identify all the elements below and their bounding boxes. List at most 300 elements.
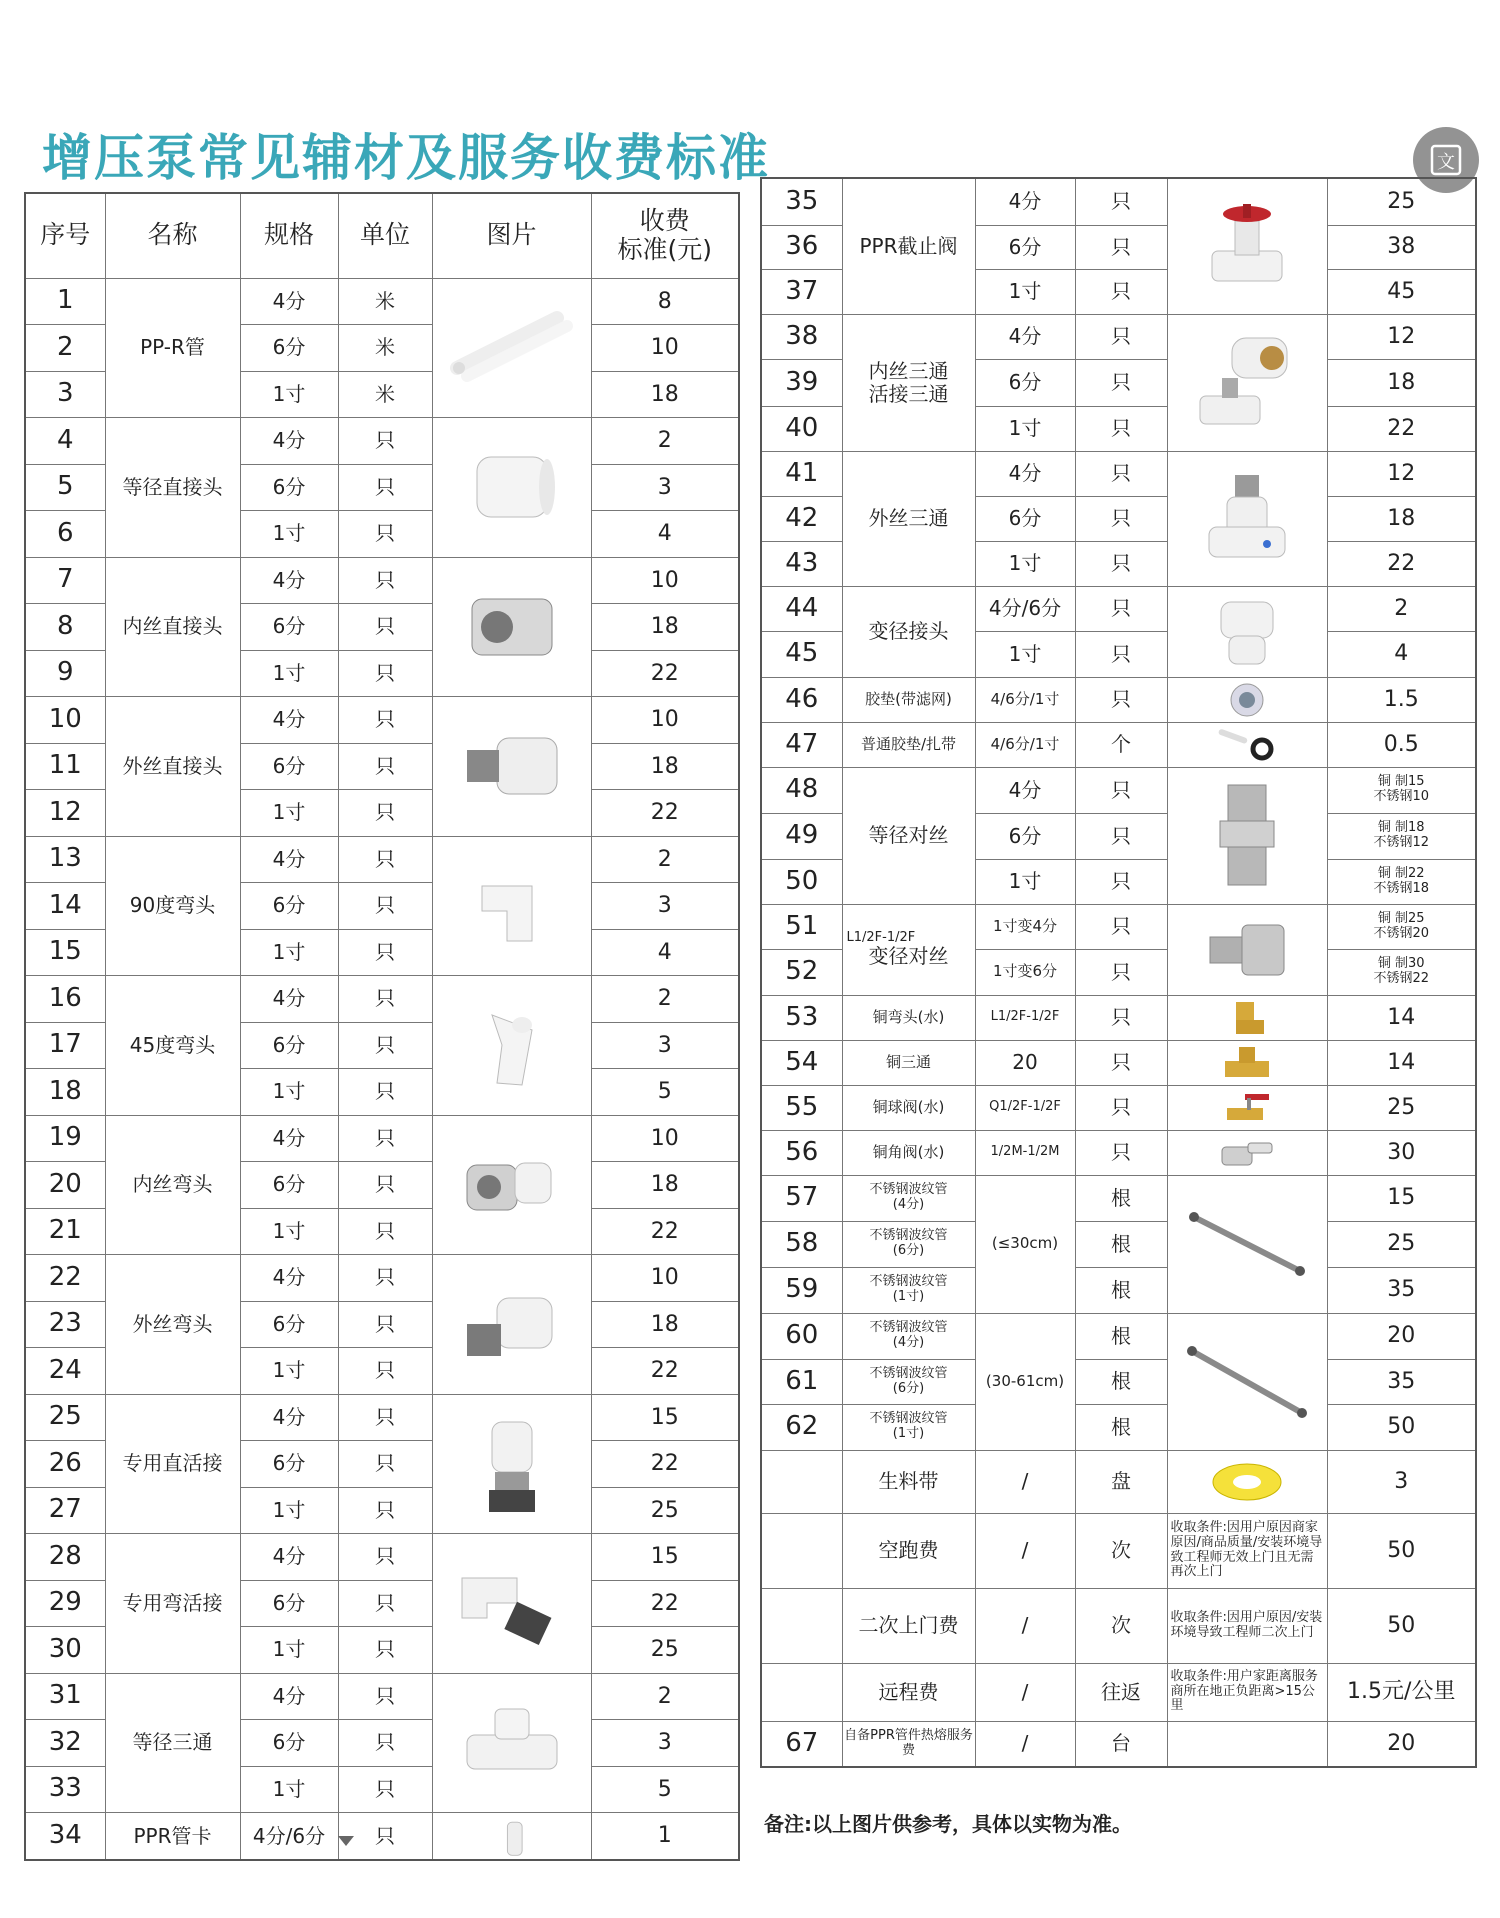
item-price: 15: [591, 1534, 739, 1581]
straight-union-icon: [437, 1409, 587, 1519]
table-row: [25, 557, 739, 604]
table-row: [761, 1588, 1476, 1663]
item-spec: 4分: [975, 178, 1075, 225]
item-spec: 1寸: [240, 1208, 338, 1255]
item-unit: 只: [338, 1534, 432, 1581]
item-spec: 6分: [975, 225, 1075, 269]
item-spec: (30-61cm): [975, 1313, 1075, 1450]
reducer-icon: [1207, 592, 1287, 672]
table-row: [25, 697, 739, 744]
item-price: [1327, 859, 1476, 904]
item-price: 45: [1327, 269, 1476, 314]
row-no: 40: [761, 406, 842, 451]
item-name: 90度弯头: [105, 836, 240, 976]
item-spec: L1/2F-1/2F: [975, 995, 1075, 1040]
item-unit: 只: [338, 976, 432, 1023]
row-no: 43: [761, 541, 842, 586]
row-no: 24: [25, 1348, 105, 1395]
item-price: 4: [1327, 631, 1476, 677]
item-spec: 4分: [240, 976, 338, 1023]
row-no: 47: [761, 722, 842, 767]
item-unit: 根: [1075, 1267, 1167, 1313]
item-unit: 只: [1075, 813, 1167, 859]
item-price: 18: [591, 743, 739, 790]
item-price: 50: [1327, 1513, 1476, 1588]
row-no: [761, 1663, 842, 1721]
row-no: 35: [761, 178, 842, 225]
row-no: 26: [25, 1441, 105, 1488]
item-price: 1.5元/公里: [1327, 1663, 1476, 1721]
row-no: 33: [25, 1766, 105, 1813]
item-spec: 6分: [975, 359, 1075, 406]
item-image: [1167, 995, 1327, 1040]
item-image: [1167, 1130, 1327, 1175]
item-spec: 6分: [240, 325, 338, 372]
row-no: 29: [25, 1580, 105, 1627]
item-spec: 1寸: [975, 406, 1075, 451]
item-price: 2: [1327, 586, 1476, 631]
header-spec: 规格: [240, 193, 338, 278]
row-no: 1: [25, 278, 105, 325]
brass-tee-icon: [1219, 1043, 1275, 1083]
pipe-clip-icon: [437, 1813, 587, 1859]
item-image: [1167, 767, 1327, 904]
item-image: [1167, 451, 1327, 586]
item-name: PP-R管: [105, 278, 240, 418]
item-unit: 只: [1075, 995, 1167, 1040]
ball-valve-icon: [1219, 1088, 1275, 1128]
table-row: [761, 1513, 1476, 1588]
header-name: 名称: [105, 193, 240, 278]
item-unit: 只: [1075, 496, 1167, 541]
female-elbow-icon: [437, 1130, 587, 1240]
item-image: [432, 697, 591, 837]
item-spec: 6分: [240, 1162, 338, 1209]
item-spec: 6分: [240, 743, 338, 790]
charge-condition: 收取条件:因用户原因/安装环境导致工程师二次上门: [1167, 1588, 1327, 1663]
item-unit: 米: [338, 371, 432, 418]
item-name: [842, 1313, 975, 1359]
row-no: 57: [761, 1175, 842, 1221]
item-unit: 只: [1075, 178, 1167, 225]
row-no: 52: [761, 949, 842, 995]
row-no: 21: [25, 1208, 105, 1255]
item-unit: 台: [1075, 1721, 1167, 1767]
item-unit: 只: [1075, 767, 1167, 813]
item-price: 50: [1327, 1404, 1476, 1450]
item-price: 22: [591, 790, 739, 837]
row-no: 48: [761, 767, 842, 813]
item-spec: 4分: [240, 697, 338, 744]
item-price: 38: [1327, 225, 1476, 269]
item-price: 20: [1327, 1313, 1476, 1359]
item-price: 3: [591, 464, 739, 511]
item-unit: 只: [1075, 359, 1167, 406]
item-unit: 只: [1075, 406, 1167, 451]
row-no: 28: [25, 1534, 105, 1581]
item-name: 变径接头: [842, 586, 975, 677]
item-price: 8: [591, 278, 739, 325]
price-stainless: 不锈钢10: [1373, 789, 1430, 804]
row-no: 44: [761, 586, 842, 631]
item-name-line2: (4分): [892, 1335, 925, 1350]
item-unit: 只: [338, 1766, 432, 1813]
item-spec: 4分: [975, 314, 1075, 359]
price-stainless: 不锈钢12: [1373, 835, 1430, 850]
brass-elbow-icon: [1222, 998, 1272, 1038]
item-unit: 只: [338, 1627, 432, 1674]
item-spec: 1寸: [240, 1348, 338, 1395]
item-spec: /: [975, 1513, 1075, 1588]
item-name-line2: (6分): [892, 1380, 925, 1396]
table-row: [761, 586, 1476, 631]
filter-gasket-icon: [1217, 680, 1277, 720]
row-no: 61: [761, 1359, 842, 1404]
item-spec: 1/2M-1/2M: [975, 1130, 1075, 1175]
item-price: 3: [1327, 1450, 1476, 1513]
left-price-table: [24, 192, 740, 1861]
table-row: [25, 1534, 739, 1581]
item-price: 22: [1327, 541, 1476, 586]
item-price: 5: [591, 1069, 739, 1116]
item-unit: 米: [338, 325, 432, 372]
footnote: 备注:以上图片供参考，具体以实物为准。: [764, 1812, 1132, 1836]
row-no: 67: [761, 1721, 842, 1767]
item-unit: 只: [1075, 1040, 1167, 1085]
item-price: 5: [591, 1766, 739, 1813]
item-spec: 6分: [240, 1441, 338, 1488]
table-row: [25, 1394, 739, 1441]
row-no: 7: [25, 557, 105, 604]
scroll-down-arrow-icon[interactable]: [338, 1836, 354, 1846]
item-price: 18: [591, 604, 739, 651]
row-no: 10: [25, 697, 105, 744]
item-price: 25: [1327, 1085, 1476, 1130]
item-price: 25: [591, 1487, 739, 1534]
row-no: 58: [761, 1221, 842, 1267]
row-no: 11: [25, 743, 105, 790]
table-row: [761, 904, 1476, 949]
row-no: 2: [25, 325, 105, 372]
table-row: [25, 1115, 739, 1162]
table-row: [25, 1813, 739, 1861]
svg-text:文: 文: [1437, 152, 1455, 173]
row-no: 41: [761, 451, 842, 496]
item-unit: 只: [338, 1394, 432, 1441]
table-row: [761, 722, 1476, 767]
item-name: 专用直活接: [105, 1394, 240, 1534]
item-spec: 1寸: [975, 541, 1075, 586]
item-unit: 只: [1075, 949, 1167, 995]
row-no: 34: [25, 1813, 105, 1861]
row-no: 45: [761, 631, 842, 677]
table-row: [761, 1404, 1476, 1450]
item-price: 2: [591, 1673, 739, 1720]
row-no: 55: [761, 1085, 842, 1130]
header-image: 图片: [432, 193, 591, 278]
item-unit: 只: [338, 1720, 432, 1767]
row-no: 14: [25, 883, 105, 930]
item-image: [1167, 1721, 1327, 1767]
item-spec: 1寸: [240, 1766, 338, 1813]
item-name: 等径直接头: [105, 418, 240, 558]
item-name: 专用弯活接: [105, 1534, 240, 1674]
item-unit: 只: [338, 790, 432, 837]
item-image: [432, 278, 591, 418]
item-price: 1.5: [1327, 677, 1476, 722]
item-unit: 只: [1075, 1130, 1167, 1175]
item-name-line2: (1寸): [892, 1289, 925, 1304]
item-image: [432, 557, 591, 697]
item-spec: 4分: [240, 1115, 338, 1162]
row-no: [761, 1513, 842, 1588]
item-name-line1: 内丝三通: [868, 358, 949, 383]
row-no: [761, 1450, 842, 1513]
table-row: [761, 1450, 1476, 1513]
ptfe-tape-icon: [1207, 1457, 1287, 1507]
item-unit: 只: [338, 1162, 432, 1209]
item-price: 15: [1327, 1175, 1476, 1221]
item-spec: 6分: [240, 1580, 338, 1627]
item-price: 10: [591, 557, 739, 604]
header-price-line2: 标准(元): [617, 234, 712, 264]
item-price: 1: [591, 1813, 739, 1861]
item-price: 50: [1327, 1588, 1476, 1663]
table-row: [761, 451, 1476, 496]
item-price: 22: [591, 1208, 739, 1255]
item-unit: 根: [1075, 1404, 1167, 1450]
item-spec: /: [975, 1663, 1075, 1721]
item-name-line1: 不锈钢波纹管: [869, 1365, 948, 1381]
item-name: [842, 904, 975, 995]
item-unit: 只: [338, 1069, 432, 1116]
table-row: [761, 1313, 1476, 1359]
table-row: [761, 1267, 1476, 1313]
item-unit: 只: [338, 511, 432, 558]
item-spec: 1寸: [240, 1487, 338, 1534]
item-price: 3: [591, 883, 739, 930]
price-copper: 铜 制15: [1377, 774, 1425, 790]
table-row: [761, 314, 1476, 359]
row-no: 27: [25, 1487, 105, 1534]
item-image: [432, 1115, 591, 1255]
item-unit: 盘: [1075, 1450, 1167, 1513]
row-no: 19: [25, 1115, 105, 1162]
item-name-line1: 不锈钢波纹管: [869, 1320, 948, 1336]
item-image: [432, 976, 591, 1116]
item-name: 45度弯头: [105, 976, 240, 1116]
row-no: 36: [761, 225, 842, 269]
table-row: [761, 677, 1476, 722]
item-image: [1167, 677, 1327, 722]
item-unit: 只: [338, 697, 432, 744]
item-unit: 只: [338, 1813, 432, 1861]
item-price: [1327, 813, 1476, 859]
row-no: 62: [761, 1404, 842, 1450]
item-name: [842, 314, 975, 451]
item-price: 10: [591, 325, 739, 372]
table-row: [761, 1359, 1476, 1404]
item-unit: 根: [1075, 1359, 1167, 1404]
item-spec: 4分: [975, 451, 1075, 496]
price-stainless: 不锈钢22: [1373, 971, 1430, 986]
row-no: 60: [761, 1313, 842, 1359]
item-name: 远程费: [842, 1663, 975, 1721]
item-name: 外丝弯头: [105, 1255, 240, 1395]
male-coupling-icon: [437, 711, 587, 821]
item-spec: 4分: [240, 278, 338, 325]
item-spec: 1寸: [240, 1069, 338, 1116]
elbow-90-icon: [437, 851, 587, 961]
item-unit: 只: [1075, 1085, 1167, 1130]
item-price: 22: [1327, 406, 1476, 451]
item-name-line1: 不锈钢波纹管: [869, 1274, 948, 1290]
item-unit: 根: [1075, 1313, 1167, 1359]
item-name: 等径对丝: [842, 767, 975, 904]
item-price: 10: [591, 697, 739, 744]
row-no: 5: [25, 464, 105, 511]
item-name: 自备PPR管件热熔服务费: [842, 1721, 975, 1767]
row-no: 30: [25, 1627, 105, 1674]
header-no: 序号: [25, 193, 105, 278]
item-name: 外丝三通: [842, 451, 975, 586]
item-price: 22: [591, 1580, 739, 1627]
item-name: [842, 1267, 975, 1313]
item-unit: 根: [1075, 1221, 1167, 1267]
elbow-union-icon: [437, 1548, 587, 1658]
item-price: 25: [1327, 1221, 1476, 1267]
item-image: [1167, 1085, 1327, 1130]
item-unit: 只: [1075, 631, 1167, 677]
item-price: 3: [591, 1720, 739, 1767]
item-price: 15: [591, 1394, 739, 1441]
item-spec: 1寸: [240, 511, 338, 558]
row-no: 8: [25, 604, 105, 651]
row-no: 9: [25, 650, 105, 697]
row-no: 20: [25, 1162, 105, 1209]
item-unit: 只: [338, 1441, 432, 1488]
item-spec: 1寸: [975, 269, 1075, 314]
item-unit: 只: [1075, 451, 1167, 496]
row-no: 46: [761, 677, 842, 722]
item-price: [1327, 767, 1476, 813]
translate-icon: [1429, 143, 1463, 177]
angle-valve-icon: [1212, 1133, 1282, 1173]
coupling-icon: [437, 432, 587, 542]
item-spec: 6分: [240, 604, 338, 651]
price-stainless: 不锈钢20: [1373, 925, 1430, 941]
item-price: 4: [591, 511, 739, 558]
item-name-line1: 不锈钢波纹管: [869, 1182, 948, 1198]
item-name: 生料带: [842, 1450, 975, 1513]
item-image: [1167, 1175, 1327, 1313]
item-price: 20: [1327, 1721, 1476, 1767]
item-spec: 6分: [240, 883, 338, 930]
item-spec: 6分: [240, 1022, 338, 1069]
item-name: [842, 1404, 975, 1450]
item-unit: 只: [1075, 314, 1167, 359]
item-spec: /: [975, 1721, 1075, 1767]
row-no: 59: [761, 1267, 842, 1313]
item-spec: 1寸: [240, 1627, 338, 1674]
item-spec: 1寸变6分: [975, 949, 1075, 995]
item-spec: Q1/2F-1/2F: [975, 1085, 1075, 1130]
item-name: 普通胶垫/扎带: [842, 722, 975, 767]
item-unit: 只: [1075, 677, 1167, 722]
item-unit: 只: [1075, 859, 1167, 904]
item-name-line2: (1寸): [892, 1426, 925, 1441]
charge-condition: 收取条件:因用户原因商家原因/商品质量/安装环境导致工程师无效上门且无需再次上门: [1167, 1513, 1327, 1588]
right-price-table: [760, 177, 1477, 1768]
item-image: [432, 1534, 591, 1674]
row-no: 22: [25, 1255, 105, 1302]
item-name-line1: 不锈钢波纹管: [869, 1228, 948, 1244]
item-price: 18: [591, 1162, 739, 1209]
item-name-line2: 活接三通: [868, 381, 949, 406]
table-row: [761, 1175, 1476, 1221]
row-no: [761, 1588, 842, 1663]
row-no: 3: [25, 371, 105, 418]
item-unit: 只: [338, 836, 432, 883]
item-price: [1327, 949, 1476, 995]
item-unit: 只: [338, 418, 432, 465]
row-no: 54: [761, 1040, 842, 1085]
item-price: 10: [591, 1255, 739, 1302]
item-image: [1167, 1313, 1327, 1450]
header-price: [591, 193, 739, 278]
row-no: 23: [25, 1301, 105, 1348]
item-name: 铜角阀(水): [842, 1130, 975, 1175]
row-no: 15: [25, 929, 105, 976]
table-row: [761, 995, 1476, 1040]
price-copper: 铜 制22: [1377, 865, 1425, 881]
header-price-line1: 收费: [639, 206, 690, 235]
item-spec: 20: [975, 1040, 1075, 1085]
table-row: [761, 1221, 1476, 1267]
item-unit: 只: [338, 604, 432, 651]
pipe-icon: [437, 293, 587, 403]
item-image: [432, 1673, 591, 1813]
item-price: 35: [1327, 1359, 1476, 1404]
item-price: 2: [591, 976, 739, 1023]
item-name: 外丝直接头: [105, 697, 240, 837]
item-image: [1167, 586, 1327, 677]
item-unit: 往返: [1075, 1663, 1167, 1721]
row-no: 18: [25, 1069, 105, 1116]
item-spec: 1寸: [975, 631, 1075, 677]
item-spec: 4分: [240, 1394, 338, 1441]
item-spec: 4分/6分: [975, 586, 1075, 631]
item-name: [842, 1175, 975, 1221]
item-unit: 只: [338, 1255, 432, 1302]
row-no: 17: [25, 1022, 105, 1069]
item-name-line2: (4分): [892, 1197, 925, 1212]
table-row: [761, 1663, 1476, 1721]
row-no: 50: [761, 859, 842, 904]
female-tee-icon: [1192, 328, 1302, 438]
item-name: 铜球阀(水): [842, 1085, 975, 1130]
item-spec: 6分: [240, 1301, 338, 1348]
male-tee-icon: [1197, 469, 1297, 569]
item-price: 22: [591, 1348, 739, 1395]
item-image: [432, 836, 591, 976]
item-price: 12: [1327, 451, 1476, 496]
long-braided-hose-icon: [1182, 1337, 1312, 1427]
table-row: [761, 1130, 1476, 1175]
item-spec: 1寸: [240, 790, 338, 837]
row-no: 38: [761, 314, 842, 359]
item-name: [842, 1359, 975, 1404]
